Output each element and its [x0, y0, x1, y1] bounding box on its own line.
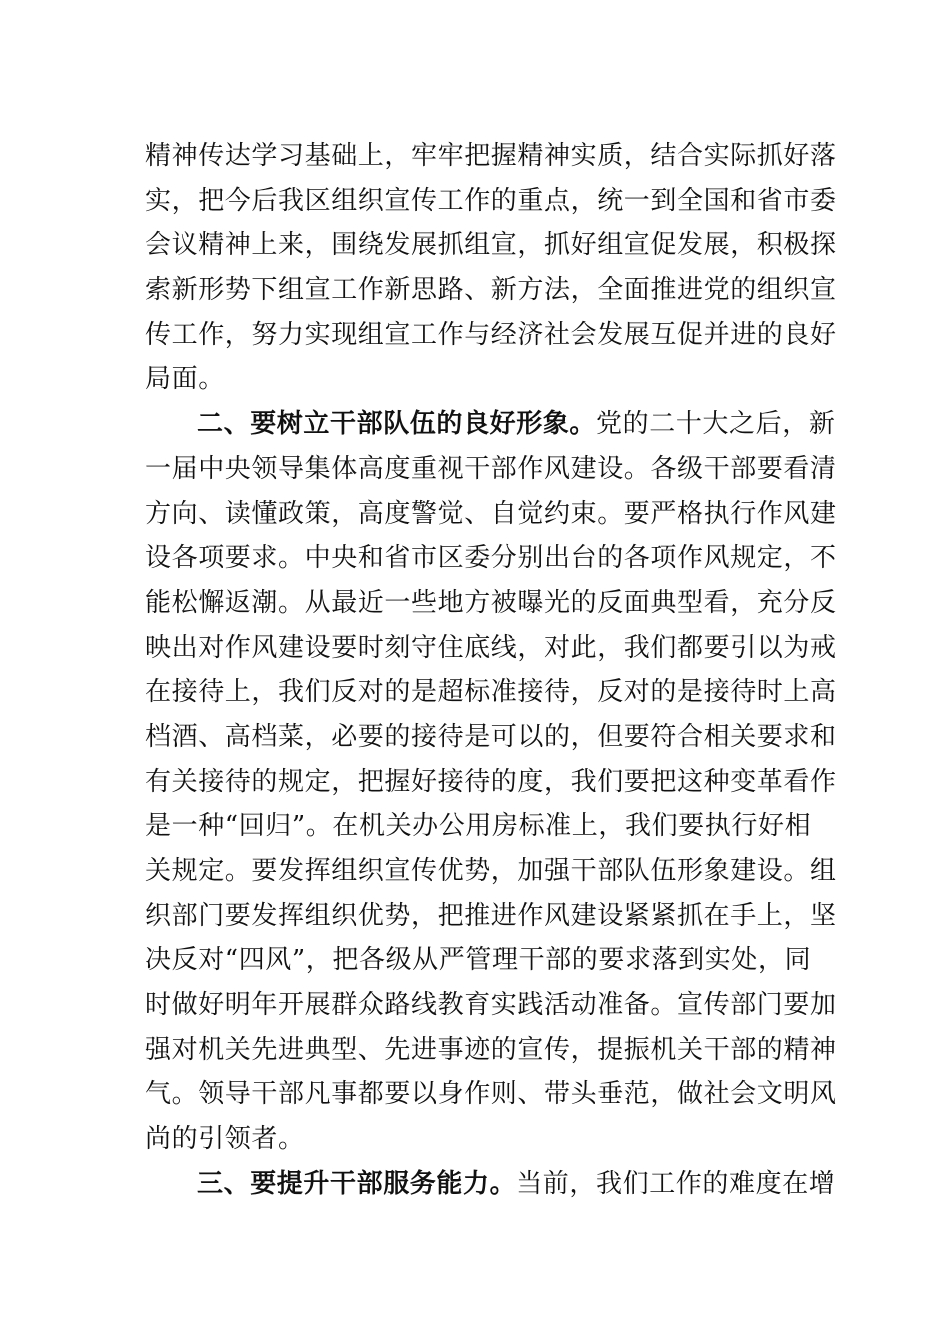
section-heading-3: 三、要提升干部服务能力。	[197, 1168, 517, 1199]
paragraph-1-line-2: 实，把今后我区组织宣传工作的重点，统一到全国和省市委	[145, 185, 837, 216]
paragraph-2-line-13: 决反对“四风”，把各级从严管理干部的要求落到实处，同	[145, 945, 812, 976]
paragraph-2-line-10: 是一种“回归”。在机关办公用房标准上，我们要执行好相	[145, 811, 812, 842]
paragraph-2-line-9: 有关接待的规定，把握好接待的度，我们要把这种变革看作	[145, 766, 837, 797]
document-body	[145, 134, 837, 1207]
paragraph-2-line-4: 设各项要求。中央和省市区委分别出台的各项作风规定，不	[145, 543, 837, 574]
paragraph-1-line-4: 索新形势下组宣工作新思路、新方法，全面推进党的组织宣	[145, 275, 837, 306]
paragraph-3	[145, 1162, 836, 1207]
paragraph-2-line-11: 关规定。要发挥组织宣传优势，加强干部队伍形象建设。组	[145, 856, 837, 886]
paragraph-2-line-3: 方向、读懂政策，高度警觉、自觉约束。要严格执行作风建	[145, 498, 837, 529]
paragraph-2-first-line-text: 党的二十大之后，新	[596, 409, 836, 440]
paragraph-2-line-16: 气。领导干部凡事都要以身作则、带头垂范，做社会文明风	[145, 1079, 837, 1110]
paragraph-2-first-line	[145, 402, 836, 447]
paragraph-2	[145, 402, 837, 1162]
paragraph-3-first-line-text: 当前，我们工作的难度在增	[516, 1168, 836, 1199]
paragraph-1-line-6: 局面。	[145, 364, 225, 395]
paragraph-2-line-5: 能松懈返潮。从最近一些地方被曝光的反面典型看，充分反	[145, 587, 837, 618]
paragraph-2-line-14: 时做好明年开展群众路线教育实践活动准备。宣传部门要加	[145, 990, 837, 1021]
paragraph-2-line-6: 映出对作风建设要时刻守住底线，对此，我们都要引以为戒	[145, 632, 837, 663]
paragraph-2-line-8: 档酒、高档菜，必要的接待是可以的，但要符合相关要求和	[145, 721, 837, 752]
paragraph-2-line-15: 强对机关先进典型、先进事迹的宣传，提振机关干部的精神	[145, 1034, 837, 1065]
paragraph-3-first-line	[145, 1162, 836, 1207]
paragraph-2-line-2: 一届中央领导集体高度重视干部作风建设。各级干部要看清	[145, 453, 837, 484]
paragraph-2-line-7: 在接待上，我们反对的是超标准接待，反对的是接待时上高	[145, 677, 837, 708]
paragraph-2-line-12: 织部门要发挥组织优势，把推进作风建设紧紧抓在手上，坚	[145, 900, 837, 931]
paragraph-1-line-3: 会议精神上来，围绕发展抓组宣，抓好组宣促发展，积极探	[145, 230, 837, 261]
paragraph-1-line-5: 传工作，努力实现组宣工作与经济社会发展互促并进的良好	[145, 319, 837, 350]
paragraph-1	[145, 134, 837, 402]
paragraph-2-line-17: 尚的引领者。	[145, 1124, 305, 1155]
section-heading-2: 二、要树立干部队伍的良好形象。	[197, 409, 597, 440]
paragraph-1-line-1: 精神传达学习基础上，牢牢把握精神实质，结合实际抓好落	[145, 141, 837, 171]
